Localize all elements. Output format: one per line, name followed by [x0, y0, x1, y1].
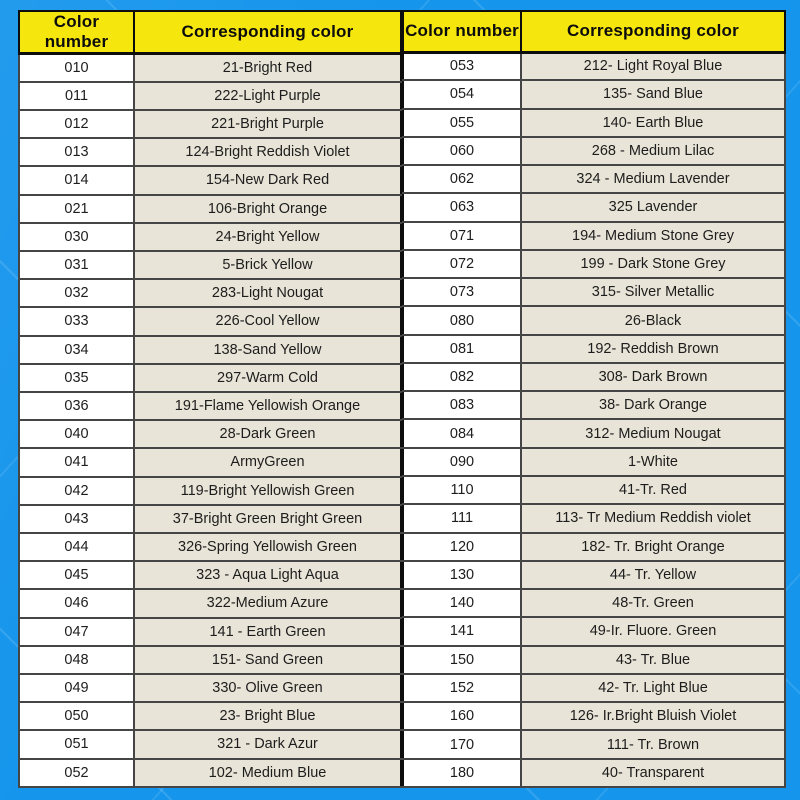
color-number-cell: 014	[19, 166, 134, 194]
table-row	[403, 250, 785, 278]
table-row	[403, 306, 785, 334]
corresponding-color-cell: 151- Sand Green	[134, 646, 401, 674]
color-number-cell: 110	[403, 476, 521, 504]
color-number-cell: 160	[403, 702, 521, 730]
table-row	[19, 730, 401, 758]
color-number-cell: 049	[19, 674, 134, 702]
color-number-cell: 130	[403, 561, 521, 589]
color-number-cell: 011	[19, 82, 134, 110]
right-table	[402, 10, 786, 788]
color-number-cell: 120	[403, 533, 521, 561]
color-number-cell: 013	[19, 138, 134, 166]
corresponding-color-cell: 106-Bright Orange	[134, 195, 401, 223]
color-number-cell: 032	[19, 279, 134, 307]
table-row	[403, 193, 785, 221]
color-number-cell: 062	[403, 165, 521, 193]
table-row	[403, 391, 785, 419]
table-row	[403, 730, 785, 758]
table-row	[19, 251, 401, 279]
color-number-cell: 031	[19, 251, 134, 279]
corresponding-color-cell: 126- Ir.Bright Bluish Violet	[521, 702, 785, 730]
corresponding-color-cell: 111- Tr. Brown	[521, 730, 785, 758]
table-row	[403, 165, 785, 193]
corresponding-color-cell: 222-Light Purple	[134, 82, 401, 110]
color-number-cell: 051	[19, 730, 134, 758]
corresponding-color-cell: 191-Flame Yellowish Orange	[134, 392, 401, 420]
corresponding-color-cell: 138-Sand Yellow	[134, 336, 401, 364]
corresponding-color-cell: 40- Transparent	[521, 759, 785, 787]
color-number-cell: 044	[19, 533, 134, 561]
table-row	[403, 646, 785, 674]
corresponding-color-cell: 323 - Aqua Light Aqua	[134, 561, 401, 589]
color-number-cell: 140	[403, 589, 521, 617]
table-row	[19, 195, 401, 223]
color-number-cell: 180	[403, 759, 521, 787]
color-number-cell: 033	[19, 307, 134, 335]
corresponding-color-cell: 38- Dark Orange	[521, 391, 785, 419]
table-row	[19, 759, 401, 787]
corresponding-color-cell: 26-Black	[521, 306, 785, 334]
corresponding-color-cell: 5-Brick Yellow	[134, 251, 401, 279]
corresponding-color-cell: 135- Sand Blue	[521, 80, 785, 108]
table-row	[19, 279, 401, 307]
color-number-cell: 054	[403, 80, 521, 108]
corresponding-color-cell: 324 - Medium Lavender	[521, 165, 785, 193]
color-number-cell: 111	[403, 504, 521, 532]
table-row	[403, 52, 785, 80]
table-row	[19, 336, 401, 364]
table-row	[403, 222, 785, 250]
color-number-cell: 045	[19, 561, 134, 589]
table-row	[19, 561, 401, 589]
table-row	[403, 335, 785, 363]
corresponding-color-cell: 297-Warm Cold	[134, 364, 401, 392]
right-table-body	[403, 52, 785, 787]
table-row	[19, 82, 401, 110]
table-row	[19, 307, 401, 335]
corresponding-color-cell: 330- Olive Green	[134, 674, 401, 702]
table-row	[403, 759, 785, 787]
corresponding-color-cell: 1-White	[521, 448, 785, 476]
left-table	[18, 10, 402, 788]
color-number-cell: 090	[403, 448, 521, 476]
color-number-cell: 052	[19, 759, 134, 787]
color-number-cell: 082	[403, 363, 521, 391]
table-row	[19, 618, 401, 646]
corresponding-color-cell: 49-Ir. Fluore. Green	[521, 617, 785, 645]
color-number-cell: 170	[403, 730, 521, 758]
color-number-cell: 030	[19, 223, 134, 251]
table-row	[403, 589, 785, 617]
corresponding-color-cell: 283-Light Nougat	[134, 279, 401, 307]
color-number-cell: 036	[19, 392, 134, 420]
table-row	[403, 137, 785, 165]
corresponding-color-cell: 192- Reddish Brown	[521, 335, 785, 363]
table-row	[403, 448, 785, 476]
color-number-cell: 042	[19, 477, 134, 505]
color-number-cell: 060	[403, 137, 521, 165]
corresponding-color-cell: 119-Bright Yellowish Green	[134, 477, 401, 505]
corresponding-color-cell: 41-Tr. Red	[521, 476, 785, 504]
corresponding-color-cell: 140- Earth Blue	[521, 109, 785, 137]
column-header-corresponding-color: Corresponding color	[521, 11, 785, 52]
color-number-cell: 043	[19, 505, 134, 533]
corresponding-color-cell: 308- Dark Brown	[521, 363, 785, 391]
color-number-cell: 047	[19, 618, 134, 646]
color-number-cell: 035	[19, 364, 134, 392]
corresponding-color-cell: 102- Medium Blue	[134, 759, 401, 787]
corresponding-color-cell: 321 - Dark Azur	[134, 730, 401, 758]
color-number-cell: 012	[19, 110, 134, 138]
color-number-cell: 081	[403, 335, 521, 363]
corresponding-color-cell: ArmyGreen	[134, 448, 401, 476]
table-row	[403, 702, 785, 730]
table-row	[19, 477, 401, 505]
color-number-cell: 040	[19, 420, 134, 448]
corresponding-color-cell: 154-New Dark Red	[134, 166, 401, 194]
corresponding-color-cell: 326-Spring Yellowish Green	[134, 533, 401, 561]
table-row	[19, 138, 401, 166]
table-row	[403, 419, 785, 447]
corresponding-color-cell: 28-Dark Green	[134, 420, 401, 448]
table-row	[19, 589, 401, 617]
table-row	[19, 448, 401, 476]
table-row	[403, 109, 785, 137]
color-number-cell: 150	[403, 646, 521, 674]
corresponding-color-cell: 182- Tr. Bright Orange	[521, 533, 785, 561]
color-number-cell: 041	[19, 448, 134, 476]
column-header-corresponding-color: Corresponding color	[134, 11, 401, 54]
left-table-body	[19, 54, 401, 788]
color-conversion-chart	[18, 10, 782, 788]
color-number-cell: 072	[403, 250, 521, 278]
table-row	[19, 223, 401, 251]
color-number-cell: 055	[403, 109, 521, 137]
column-header-color-number: Color number	[19, 11, 134, 54]
color-number-cell: 083	[403, 391, 521, 419]
table-row	[403, 561, 785, 589]
table-row	[403, 363, 785, 391]
table-row	[19, 505, 401, 533]
corresponding-color-cell: 315- Silver Metallic	[521, 278, 785, 306]
corresponding-color-cell: 113- Tr Medium Reddish violet	[521, 504, 785, 532]
color-number-cell: 080	[403, 306, 521, 334]
table-row	[19, 392, 401, 420]
table-row	[19, 674, 401, 702]
color-number-cell: 152	[403, 674, 521, 702]
table-row	[19, 646, 401, 674]
right-table-header	[403, 11, 785, 52]
corresponding-color-cell: 221-Bright Purple	[134, 110, 401, 138]
corresponding-color-cell: 212- Light Royal Blue	[521, 52, 785, 80]
color-number-cell: 034	[19, 336, 134, 364]
table-row	[403, 533, 785, 561]
table-row	[19, 54, 401, 82]
color-number-cell: 046	[19, 589, 134, 617]
corresponding-color-cell: 141 - Earth Green	[134, 618, 401, 646]
table-row	[403, 476, 785, 504]
corresponding-color-cell: 226-Cool Yellow	[134, 307, 401, 335]
column-header-color-number: Color number	[403, 11, 521, 52]
corresponding-color-cell: 24-Bright Yellow	[134, 223, 401, 251]
table-row	[19, 110, 401, 138]
corresponding-color-cell: 322-Medium Azure	[134, 589, 401, 617]
corresponding-color-cell: 312- Medium Nougat	[521, 419, 785, 447]
table-row	[19, 702, 401, 730]
corresponding-color-cell: 268 - Medium Lilac	[521, 137, 785, 165]
table-row	[403, 504, 785, 532]
corresponding-color-cell: 23- Bright Blue	[134, 702, 401, 730]
color-number-cell: 071	[403, 222, 521, 250]
left-table-header	[19, 11, 401, 54]
table-row	[403, 278, 785, 306]
color-number-cell: 010	[19, 54, 134, 82]
color-number-cell: 053	[403, 52, 521, 80]
table-row	[19, 364, 401, 392]
table-row	[403, 617, 785, 645]
corresponding-color-cell: 48-Tr. Green	[521, 589, 785, 617]
color-number-cell: 021	[19, 195, 134, 223]
table-row	[403, 674, 785, 702]
color-number-cell: 084	[403, 419, 521, 447]
corresponding-color-cell: 42- Tr. Light Blue	[521, 674, 785, 702]
table-row	[19, 166, 401, 194]
table-row	[19, 533, 401, 561]
corresponding-color-cell: 43- Tr. Blue	[521, 646, 785, 674]
header-row	[19, 11, 401, 54]
corresponding-color-cell: 21-Bright Red	[134, 54, 401, 82]
table-row	[19, 420, 401, 448]
color-number-cell: 063	[403, 193, 521, 221]
color-number-cell: 141	[403, 617, 521, 645]
corresponding-color-cell: 37-Bright Green Bright Green	[134, 505, 401, 533]
color-number-cell: 050	[19, 702, 134, 730]
header-row	[403, 11, 785, 52]
corresponding-color-cell: 194- Medium Stone Grey	[521, 222, 785, 250]
corresponding-color-cell: 199 - Dark Stone Grey	[521, 250, 785, 278]
corresponding-color-cell: 124-Bright Reddish Violet	[134, 138, 401, 166]
table-row	[403, 80, 785, 108]
color-number-cell: 048	[19, 646, 134, 674]
corresponding-color-cell: 325 Lavender	[521, 193, 785, 221]
color-number-cell: 073	[403, 278, 521, 306]
corresponding-color-cell: 44- Tr. Yellow	[521, 561, 785, 589]
